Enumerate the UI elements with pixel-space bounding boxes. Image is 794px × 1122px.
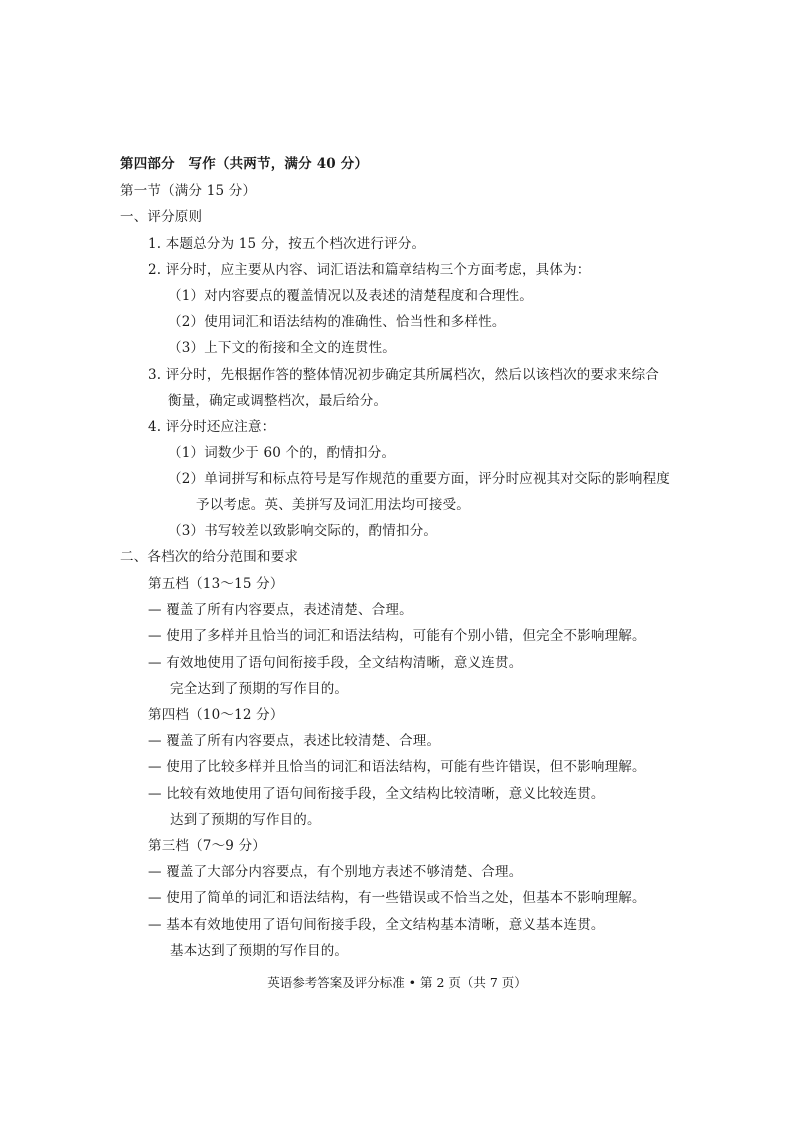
principle-subitem: （3）上下文的衔接和全文的连贯性。: [168, 340, 396, 356]
principle-item-4: 4. 评分时还应注意：: [148, 419, 276, 435]
level-3-heading: 第三档（7～9 分）: [148, 838, 266, 854]
level-summary: 完全达到了预期的写作目的。: [170, 681, 349, 697]
principle-item-3-continued: 衡量，确定或调整档次，最后给分。: [168, 393, 388, 409]
principle-subitem: （1）对内容要点的覆盖情况以及表述的清楚程度和合理性。: [168, 288, 533, 304]
level-5-heading: 第五档（13～15 分）: [148, 576, 284, 592]
part-heading: 第四部分 写作（共两节，满分 40 分）: [120, 156, 369, 172]
level-criterion: — 覆盖了大部分内容要点，有个别地方表述不够清楚、合理。: [148, 864, 523, 880]
principle-subitem-continued: 予以考虑。英、美拼写及词汇用法均可接受。: [196, 497, 470, 513]
levels-heading: 二、各档次的给分范围和要求: [120, 549, 299, 565]
level-criterion: — 使用了比较多样并且恰当的词汇和语法结构，可能有些许错误，但不影响理解。: [148, 759, 646, 775]
principle-subitem: （2）使用词汇和语法结构的准确性、恰当性和多样性。: [168, 314, 506, 330]
level-4-heading: 第四档（10～12 分）: [148, 707, 284, 723]
level-summary: 达到了预期的写作目的。: [170, 812, 321, 828]
level-criterion: — 基本有效地使用了语句间衔接手段，全文结构基本清晰，意义基本连贯。: [148, 917, 605, 933]
level-criterion: — 使用了多样并且恰当的词汇和语法结构，可能有个别小错，但完全不影响理解。: [148, 628, 646, 644]
level-criterion: — 有效地使用了语句间衔接手段，全文结构清晰，意义连贯。: [148, 655, 523, 671]
section-heading: 第一节（满分 15 分）: [120, 183, 257, 199]
principle-item-1: 1. 本题总分为 15 分，按五个档次进行评分。: [148, 236, 426, 252]
page-footer: 英语参考答案及评分标准 • 第 2 页（共 7 页）: [267, 975, 527, 990]
principle-subitem: （3）书写较差以致影响交际的，酌情扣分。: [168, 523, 438, 539]
level-criterion: — 比较有效地使用了语句间衔接手段，全文结构比较清晰，意义比较连贯。: [148, 786, 605, 802]
principle-item-2: 2. 评分时，应主要从内容、词汇语法和篇章结构三个方面考虑，具体为：: [148, 262, 591, 278]
principle-item-3: 3. 评分时，先根据作答的整体情况初步确定其所属档次，然后以该档次的要求来综合: [148, 367, 659, 383]
principles-heading: 一、评分原则: [120, 209, 203, 225]
level-criterion: — 覆盖了所有内容要点，表述比较清楚、合理。: [148, 733, 441, 749]
level-criterion: — 使用了简单的词汇和语法结构，有一些错误或不恰当之处，但基本不影响理解。: [148, 890, 646, 906]
principle-subitem: （2）单词拼写和标点符号是写作规范的重要方面，评分时应视其对交际的影响程度: [168, 471, 670, 487]
principle-subitem: （1）词数少于 60 个的，酌情扣分。: [168, 445, 396, 461]
level-summary: 基本达到了预期的写作目的。: [170, 943, 349, 959]
level-criterion: — 覆盖了所有内容要点，表述清楚、合理。: [148, 602, 413, 618]
